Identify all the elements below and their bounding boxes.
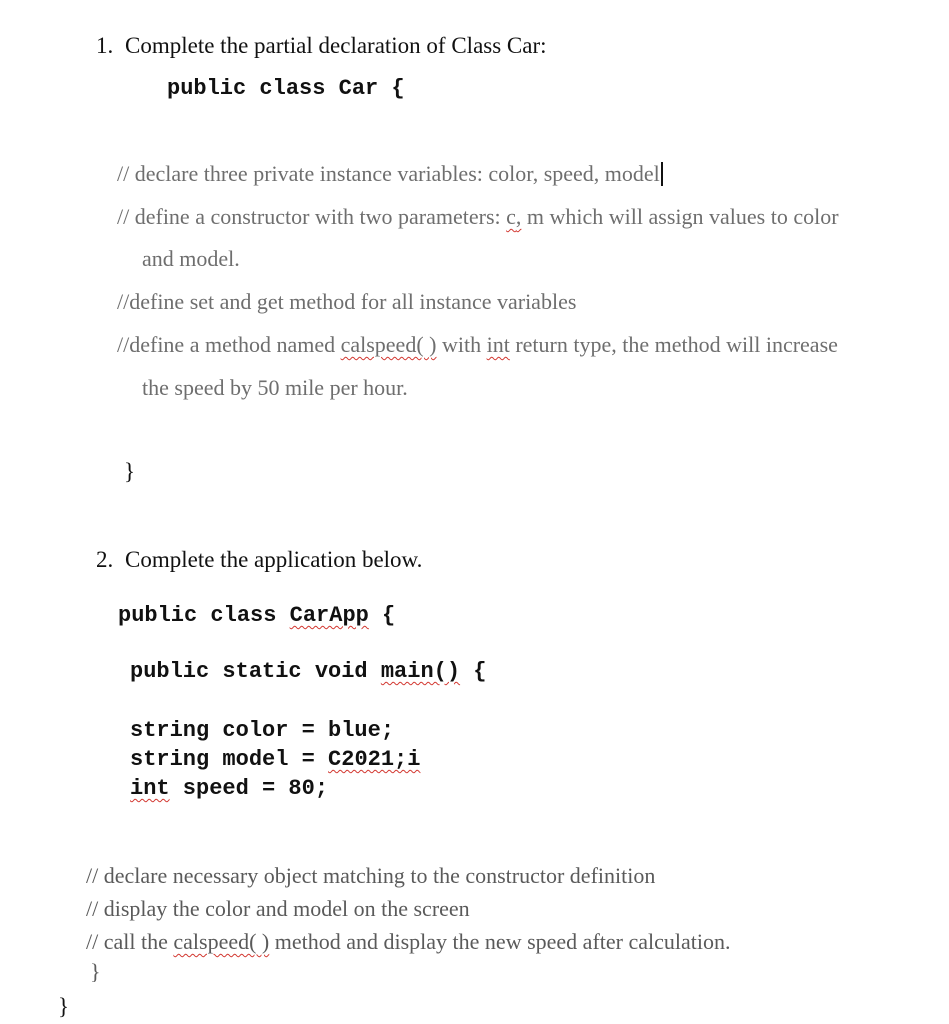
q1-comment-constructor-a: // define a constructor with two parameters: <box>117 204 507 229</box>
q1-param-comma: , <box>515 204 522 229</box>
q2-calspeed-name: calspeed( ) <box>173 929 270 954</box>
q2-class-keywords: public class <box>118 603 290 628</box>
q1-calspeed-name: calspeed( ) <box>340 332 437 357</box>
q1-comment-calspeed-b: with <box>436 332 487 357</box>
q2-number: 2. <box>96 547 114 572</box>
q2-int-keyword: int <box>130 776 170 801</box>
q2-title: Complete the application below. <box>125 547 423 572</box>
q1-comment-constructor <box>117 204 839 230</box>
q1-comment-variables <box>117 161 663 187</box>
q2-class-declaration <box>118 603 395 628</box>
q1-number: 1. <box>96 33 114 58</box>
q1-comment-calspeed-c: return type, the method will increase <box>509 332 838 357</box>
q2-comment-display: // display the color and model on the screen <box>86 896 470 921</box>
q2-comment-object: // declare necessary object matching to the constructor definition <box>86 863 656 888</box>
q2-comment-call-b: method and display the new speed after calculation. <box>269 929 731 954</box>
q1-comment-constructor-continued: and model. <box>142 246 240 271</box>
q1-param-c: c <box>506 204 516 229</box>
q1-closing-brace: } <box>124 459 136 484</box>
q1-comment-calspeed <box>117 332 838 358</box>
q2-main-declaration <box>130 659 486 684</box>
q2-var-color: string color = blue; <box>130 718 395 743</box>
q1-class-declaration: public class Car { <box>167 76 405 101</box>
q1-heading <box>96 33 547 59</box>
q1-comment-calspeed-a: //define a method named <box>117 332 341 357</box>
q1-comment-set-get: //define set and get method for all instance variables <box>117 289 577 314</box>
q2-var-speed <box>130 776 328 801</box>
q2-class-open: { <box>368 603 396 628</box>
q2-main-open: { <box>460 659 487 684</box>
q1-title: Complete the partial declaration of Class Car: <box>125 33 547 58</box>
q2-class-name: CarApp <box>289 603 369 628</box>
q2-outer-closing-brace: } <box>58 994 70 1019</box>
q2-main-name: main() <box>380 659 461 684</box>
q1-comment-variables-text: // declare three private instance variables: color, speed, model <box>117 161 660 186</box>
q2-comment-call-calspeed <box>86 929 730 955</box>
q2-heading <box>96 547 422 573</box>
q1-comment-constructor-b: m which will assign values to color <box>521 204 839 229</box>
q2-var-model <box>130 747 420 772</box>
q2-comment-call-a: // call the <box>86 929 174 954</box>
text-cursor <box>661 162 663 186</box>
q1-int-keyword: int <box>486 332 510 357</box>
q2-var-model-value: C2021;i <box>328 747 421 772</box>
q2-inner-closing-brace: } <box>90 959 101 984</box>
q2-main-keywords: public static void <box>130 659 381 684</box>
q2-var-speed-rest: speed = 80; <box>169 776 329 801</box>
q2-var-model-a: string model = <box>130 747 329 772</box>
q1-comment-calspeed-continued: the speed by 50 mile per hour. <box>142 375 408 400</box>
